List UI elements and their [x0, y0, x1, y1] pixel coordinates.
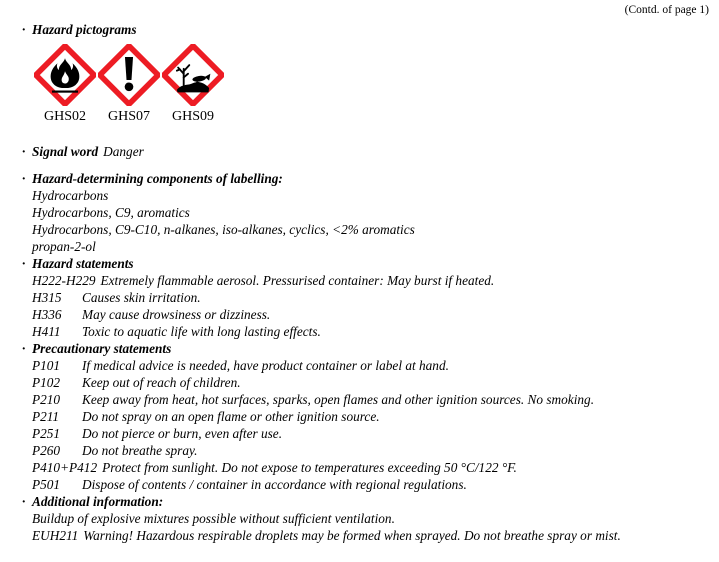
statement-code: H315 [32, 290, 62, 305]
hazard-component-item: Hydrocarbons [32, 188, 109, 203]
statement-code: P102 [32, 375, 61, 390]
statement-code: P410+P412 [32, 460, 98, 475]
statement-code: P251 [32, 426, 61, 441]
label-section [0, 21, 719, 544]
statement-text: Warning! Hazardous respirable droplets may be formed when sprayed. Do not breathe spray or mist. [83, 528, 621, 543]
statement-code: H222-H229 [32, 273, 96, 288]
signal-word-line [22, 143, 709, 160]
statement-code: P260 [32, 443, 61, 458]
hazard-pictograms-heading [22, 21, 709, 38]
additional-information-heading-label: Additional information: [32, 494, 164, 509]
ghs09-label: GHS09 [171, 109, 214, 124]
hazard-statements-heading [22, 255, 709, 272]
hazard-component-item: Hydrocarbons, C9-C10, n-alkanes, iso-alkanes, cyclics, <2% aromatics [32, 222, 415, 237]
statement-text: Do not spray on an open flame or other ignition source. [82, 409, 380, 424]
signal-word-label: Signal word [32, 144, 99, 159]
bullet: · [22, 22, 26, 37]
precautionary-statement-row [32, 476, 709, 493]
statement-text: Extremely flammable aerosol. Pressurised container: May burst if heated. [100, 273, 495, 288]
statement-text: Causes skin irritation. [82, 290, 201, 305]
bullet: · [22, 494, 26, 509]
precautionary-statement-row [32, 357, 709, 374]
hazard-statement-row [32, 289, 709, 306]
statement-text: May cause drowsiness or dizziness. [82, 307, 271, 322]
precautionary-statement-row [32, 442, 709, 459]
environment-icon [162, 44, 224, 106]
precautionary-statement-row [32, 425, 709, 442]
precautionary-statements-heading-label: Precautionary statements [32, 341, 172, 356]
statement-code: H411 [32, 324, 61, 339]
hazard-components-heading [22, 170, 709, 187]
hazard-components-heading-label: Hazard-determining components of labelling: [32, 171, 283, 186]
additional-information-note: Buildup of explosive mixtures possible without sufficient ventilation. [32, 511, 395, 526]
bullet: · [22, 144, 26, 159]
bullet: · [22, 341, 26, 356]
statement-code: P501 [32, 477, 61, 492]
statement-text: If medical advice is needed, have product container or label at hand. [82, 358, 449, 373]
signal-word-value: Danger [103, 144, 144, 159]
hazard-statements-heading-label: Hazard statements [32, 256, 134, 271]
euh-statement-row [32, 527, 709, 544]
statement-text: Keep away from heat, hot surfaces, sparks, open flames and other ignition sources. No smoking. [82, 392, 595, 407]
statement-code: P101 [32, 358, 61, 373]
precautionary-statement-row [32, 391, 709, 408]
statement-code: H336 [32, 307, 62, 322]
statement-text: Dispose of contents / container in accordance with regional regulations. [82, 477, 467, 492]
contd-note: (Contd. of page 1) [624, 4, 709, 16]
precautionary-statement-row [32, 459, 709, 476]
precautionary-statement-row [32, 374, 709, 391]
hazard-component-item: Hydrocarbons, C9, aromatics [32, 205, 190, 220]
ghs07-pictogram [98, 44, 160, 106]
flame-icon [34, 44, 96, 106]
statement-text: Do not breathe spray. [82, 443, 198, 458]
hazard-statement-row [32, 306, 709, 323]
bullet: · [22, 171, 26, 186]
statement-code: P210 [32, 392, 61, 407]
hazard-statement-row [32, 272, 709, 289]
bullet: · [22, 256, 26, 271]
ghs02-label: GHS02 [43, 109, 86, 124]
exclamation-mark-icon [98, 44, 160, 106]
ghs09-pictogram [162, 44, 224, 106]
statement-text: Toxic to aquatic life with long lasting effects. [82, 324, 321, 339]
hazard-pictograms-heading-label: Hazard pictograms [32, 22, 137, 37]
statement-code: EUH211 [32, 528, 79, 543]
precautionary-statement-row [32, 408, 709, 425]
hazard-statement-row [32, 323, 709, 340]
precautionary-statements-heading [22, 340, 709, 357]
statement-code: P211 [32, 409, 60, 424]
pictogram-row [34, 44, 709, 106]
ghs07-label: GHS07 [107, 109, 150, 124]
statement-text: Keep out of reach of children. [82, 375, 241, 390]
pictogram-labels [34, 108, 709, 125]
ghs02-pictogram [34, 44, 96, 106]
statement-text: Do not pierce or burn, even after use. [82, 426, 283, 441]
additional-information-heading [22, 493, 709, 510]
hazard-component-item: propan-2-ol [32, 239, 96, 254]
statement-text: Protect from sunlight. Do not expose to temperatures exceeding 50 °C/122 °F. [102, 460, 517, 475]
